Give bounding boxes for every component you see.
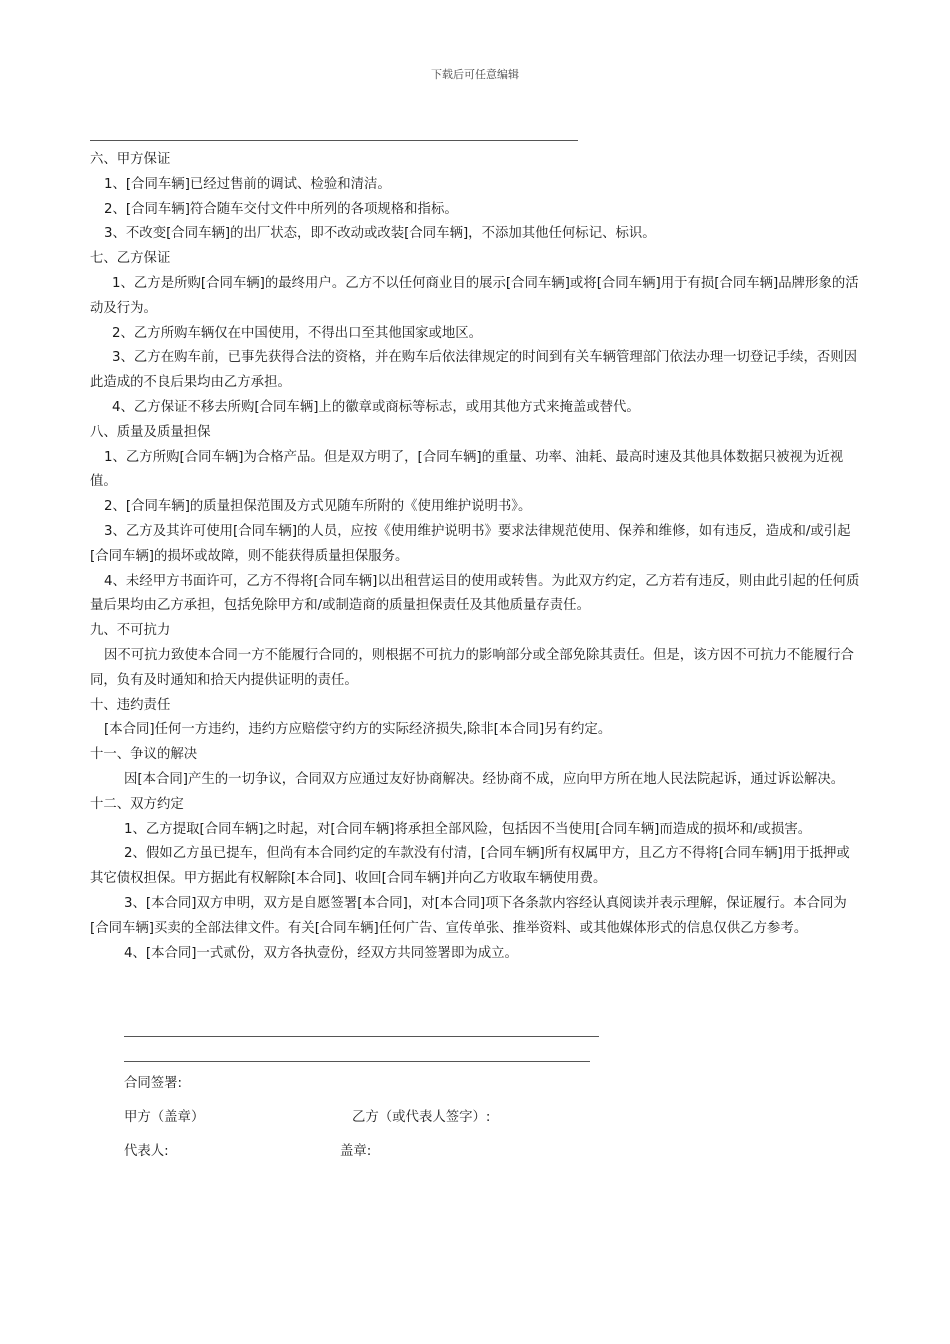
top-divider	[90, 140, 578, 141]
seal-label: 盖章:	[340, 1144, 372, 1159]
clause-s6-3: 3、不改变[合同车辆]的出厂状态，即不改动或改装[合同车辆]，不添加其他任何标记、标识。	[104, 226, 656, 242]
section-title-s12: 十二、双方约定	[90, 796, 184, 812]
clause-s7-3: 3、乙方在购车前，已事先获得合法的资格，并在购车后依法律规定的时间到有关车辆管理部门依法办理一切登记手续，否则因此造成的不良后果均由乙方承担。	[90, 350, 857, 391]
representative-label: 代表人:	[124, 1144, 169, 1159]
clause-s8-1: 1、乙方所购[合同车辆]为合格产品。但是双方明了，[合同车辆]的重量、功率、油耗、最高时速及其他具体数据只被视为近视值。	[90, 449, 844, 490]
page-header-note: 下载后可任意编辑	[431, 68, 519, 81]
section-title-s10: 十、违约责任	[90, 697, 171, 713]
party-a-seal-label: 甲方（盖章）	[124, 1110, 205, 1125]
section-title-s9: 九、不可抗力	[90, 623, 171, 639]
clause-s7-1: 1、乙方是所购[合同车辆]的最终用户。乙方不以任何商业目的展示[合同车辆]或将[合同车辆]用于有损[合同车辆]品牌形象的活动及行为。	[90, 275, 859, 316]
signature-label: 合同签署:	[124, 1076, 183, 1091]
section-title-s11: 十一、争议的解决	[90, 747, 198, 763]
section-title-s6: 六、甲方保证	[90, 152, 171, 167]
clause-s12-2: 2、假如乙方虽已提车，但尚有本合同约定的车款没有付清，[合同车辆]所有权属甲方，且乙方不得将[合同车辆]用于抵押或其它债权担保。甲方据此有权解除[本合同]、收回[合同车辆]并向乙方收取车辆使用费。	[90, 846, 850, 887]
clause-s11-1: 因[本合同]产生的一切争议，合同双方应通过友好协商解决。经协商不成，应向甲方所在地人民法院起诉，通过诉讼解决。	[124, 771, 845, 787]
signature-divider-2	[124, 1061, 590, 1062]
clause-s12-4: 4、[本合同]一式贰份，双方各执壹份，经双方共同签署即为成立。	[124, 945, 518, 961]
clause-s6-1: 1、[合同车辆]已经过售前的调试、检验和清洁。	[104, 176, 391, 192]
section-title-s8: 八、质量及质量担保	[90, 424, 211, 440]
signature-divider-1	[124, 1036, 599, 1037]
contract-body	[90, 148, 862, 966]
clause-s8-2: 2、[合同车辆]的质量担保范围及方式见随车所附的《使用维护说明书》。	[104, 499, 532, 515]
clause-s8-3: 3、乙方及其许可使用[合同车辆]的人员，应按《使用维护说明书》要求法律规范使用、保养和维修，如有违反，造成和/或引起[合同车辆]的损坏或故障，则不能获得质量担保服务。	[90, 523, 851, 564]
clause-s7-4: 4、乙方保证不移去所购[合同车辆]上的徽章或商标等标志，或用其他方式来掩盖或替代。	[112, 399, 640, 415]
section-title-s7: 七、乙方保证	[90, 251, 171, 267]
clause-s8-4: 4、未经甲方书面许可，乙方不得将[合同车辆]以出租营运目的使用或转售。为此双方约定，乙方若有违反，则由此引起的任何质量后果均由乙方承担，包括免除甲方和/或制造商的质量担保责任及其他质量存责任。	[90, 573, 860, 614]
clause-s12-1: 1、乙方提取[合同车辆]之时起，对[合同车辆]将承担全部风险，包括因不当使用[合同车辆]而造成的损坏和/或损害。	[124, 821, 812, 837]
clause-s6-2: 2、[合同车辆]符合随车交付文件中所列的各项规格和指标。	[104, 201, 458, 217]
clause-s10-1: [本合同]任何一方违约，违约方应赔偿守约方的实际经济损失,除非[本合同]另有约定。	[104, 722, 612, 738]
party-b-sign-label: 乙方（或代表人签字）:	[352, 1110, 491, 1125]
clause-s7-2: 2、乙方所购车辆仅在中国使用，不得出口至其他国家或地区。	[112, 325, 483, 341]
clause-s9-1: 因不可抗力致使本合同一方不能履行合同的，则根据不可抗力的影响部分或全部免除其责任。但是，该方因不可抗力不能履行合同，负有及时通知和拾天内提供证明的责任。	[90, 647, 854, 688]
clause-s12-3: 3、[本合同]双方申明，双方是自愿签署[本合同]，对[本合同]项下各条款内容经认真阅读并表示理解，保证履行。本合同为[合同车辆]买卖的全部法律文件。有关[合同车辆]任何广告、宣传单张、推举资料、或其他媒体形式的信息仅供乙方参考。	[90, 895, 847, 936]
